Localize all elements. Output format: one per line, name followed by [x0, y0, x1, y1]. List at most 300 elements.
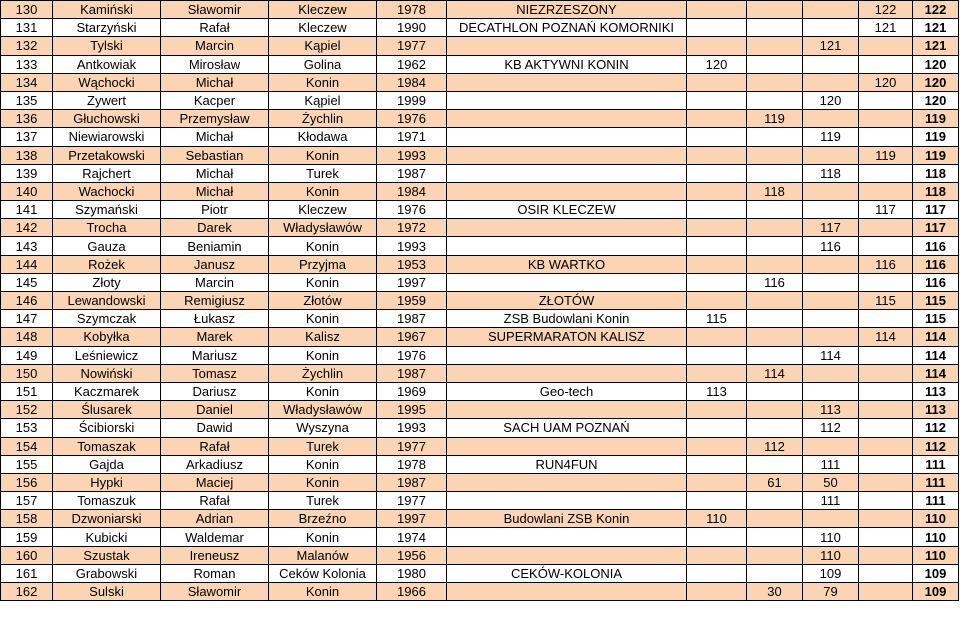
- cell-score-2: [747, 55, 803, 73]
- cell-first-name: Michał: [161, 128, 269, 146]
- cell-rank: 142: [1, 219, 53, 237]
- cell-birth-year: 1980: [377, 564, 447, 582]
- cell-total: 119: [913, 110, 959, 128]
- cell-score-4: 115: [859, 292, 913, 310]
- cell-score-4: [859, 564, 913, 582]
- table-row: [1, 328, 959, 346]
- cell-first-name: Tomasz: [161, 364, 269, 382]
- cell-surname: Starzyński: [53, 19, 161, 37]
- cell-score-2: [747, 546, 803, 564]
- cell-first-name: Piotr: [161, 201, 269, 219]
- cell-surname: Sulski: [53, 583, 161, 601]
- cell-city: Kleczew: [269, 201, 377, 219]
- cell-score-4: [859, 55, 913, 73]
- table-row: [1, 564, 959, 582]
- cell-rank: 152: [1, 401, 53, 419]
- cell-score-3: 50: [803, 473, 859, 491]
- cell-score-1: [687, 346, 747, 364]
- cell-total: 109: [913, 564, 959, 582]
- cell-rank: 153: [1, 419, 53, 437]
- cell-club: [447, 401, 687, 419]
- cell-score-2: [747, 237, 803, 255]
- cell-total: 117: [913, 219, 959, 237]
- cell-score-3: [803, 110, 859, 128]
- cell-rank: 162: [1, 583, 53, 601]
- cell-birth-year: 1962: [377, 55, 447, 73]
- cell-city: Wyszyna: [269, 419, 377, 437]
- cell-score-1: [687, 73, 747, 91]
- cell-score-3: [803, 328, 859, 346]
- cell-score-3: 111: [803, 455, 859, 473]
- cell-surname: Dzwoniarski: [53, 510, 161, 528]
- cell-score-4: [859, 182, 913, 200]
- cell-birth-year: 1987: [377, 364, 447, 382]
- cell-score-1: [687, 473, 747, 491]
- table-row: [1, 182, 959, 200]
- cell-club: KB WARTKO: [447, 255, 687, 273]
- cell-score-1: [687, 437, 747, 455]
- cell-birth-year: 1984: [377, 182, 447, 200]
- table-row: [1, 55, 959, 73]
- cell-first-name: Janusz: [161, 255, 269, 273]
- cell-score-2: [747, 528, 803, 546]
- cell-score-1: [687, 19, 747, 37]
- cell-total: 111: [913, 492, 959, 510]
- cell-total: 116: [913, 255, 959, 273]
- cell-city: Ceków Kolonia: [269, 564, 377, 582]
- cell-score-1: 113: [687, 382, 747, 400]
- table-row: [1, 473, 959, 491]
- cell-score-3: [803, 19, 859, 37]
- cell-birth-year: 1976: [377, 201, 447, 219]
- cell-score-1: [687, 419, 747, 437]
- cell-first-name: Michał: [161, 182, 269, 200]
- cell-surname: Kamiński: [53, 1, 161, 19]
- cell-score-3: [803, 273, 859, 291]
- cell-surname: Rożek: [53, 255, 161, 273]
- table-row: [1, 164, 959, 182]
- cell-birth-year: 1990: [377, 19, 447, 37]
- cell-surname: Tomaszuk: [53, 492, 161, 510]
- cell-club: [447, 110, 687, 128]
- cell-total: 109: [913, 583, 959, 601]
- cell-score-1: 120: [687, 55, 747, 73]
- cell-club: ZŁOTÓW: [447, 292, 687, 310]
- cell-birth-year: 1977: [377, 37, 447, 55]
- cell-score-3: [803, 437, 859, 455]
- cell-city: Konin: [269, 182, 377, 200]
- table-row: [1, 201, 959, 219]
- cell-first-name: Mirosław: [161, 55, 269, 73]
- cell-score-2: [747, 492, 803, 510]
- cell-city: Kąpiel: [269, 91, 377, 109]
- cell-city: Konin: [269, 455, 377, 473]
- cell-total: 110: [913, 546, 959, 564]
- cell-score-4: [859, 346, 913, 364]
- cell-score-3: 118: [803, 164, 859, 182]
- cell-score-4: [859, 91, 913, 109]
- cell-score-2: 30: [747, 583, 803, 601]
- cell-club: SUPERMARATON KALISZ: [447, 328, 687, 346]
- cell-rank: 140: [1, 182, 53, 200]
- table-row: [1, 364, 959, 382]
- cell-score-1: [687, 164, 747, 182]
- cell-club: SACH UAM POZNAŃ: [447, 419, 687, 437]
- cell-score-3: [803, 73, 859, 91]
- cell-rank: 130: [1, 1, 53, 19]
- cell-city: Kalisz: [269, 328, 377, 346]
- cell-rank: 138: [1, 146, 53, 164]
- cell-score-4: [859, 455, 913, 473]
- cell-city: Władysławów: [269, 401, 377, 419]
- cell-birth-year: 1978: [377, 455, 447, 473]
- cell-city: Brzeźno: [269, 510, 377, 528]
- cell-surname: Ścibiorski: [53, 419, 161, 437]
- cell-first-name: Adrian: [161, 510, 269, 528]
- cell-rank: 143: [1, 237, 53, 255]
- cell-club: [447, 164, 687, 182]
- cell-score-2: [747, 455, 803, 473]
- cell-club: [447, 146, 687, 164]
- cell-total: 110: [913, 510, 959, 528]
- cell-score-3: [803, 182, 859, 200]
- cell-rank: 147: [1, 310, 53, 328]
- cell-total: 114: [913, 346, 959, 364]
- table-row: [1, 510, 959, 528]
- cell-total: 121: [913, 19, 959, 37]
- cell-score-4: [859, 364, 913, 382]
- cell-birth-year: 1997: [377, 273, 447, 291]
- cell-score-3: [803, 292, 859, 310]
- table-row: [1, 19, 959, 37]
- cell-city: Turek: [269, 437, 377, 455]
- cell-score-3: 111: [803, 492, 859, 510]
- cell-rank: 160: [1, 546, 53, 564]
- cell-club: [447, 546, 687, 564]
- cell-score-1: [687, 128, 747, 146]
- cell-score-2: [747, 382, 803, 400]
- cell-score-4: [859, 437, 913, 455]
- cell-rank: 158: [1, 510, 53, 528]
- cell-score-1: [687, 528, 747, 546]
- cell-surname: Trocha: [53, 219, 161, 237]
- cell-rank: 131: [1, 19, 53, 37]
- cell-city: Konin: [269, 310, 377, 328]
- results-body: [1, 1, 959, 601]
- cell-surname: Złoty: [53, 273, 161, 291]
- cell-city: Konin: [269, 583, 377, 601]
- cell-birth-year: 1977: [377, 437, 447, 455]
- cell-score-1: [687, 37, 747, 55]
- cell-birth-year: 1959: [377, 292, 447, 310]
- cell-rank: 148: [1, 328, 53, 346]
- cell-score-3: 110: [803, 528, 859, 546]
- cell-birth-year: 1967: [377, 328, 447, 346]
- cell-score-2: [747, 73, 803, 91]
- cell-surname: Kaczmarek: [53, 382, 161, 400]
- cell-city: Kłodawa: [269, 128, 377, 146]
- cell-score-1: [687, 91, 747, 109]
- cell-first-name: Sławomir: [161, 583, 269, 601]
- cell-first-name: Remigiusz: [161, 292, 269, 310]
- cell-birth-year: 1997: [377, 510, 447, 528]
- cell-birth-year: 1966: [377, 583, 447, 601]
- cell-total: 113: [913, 382, 959, 400]
- cell-city: Kleczew: [269, 19, 377, 37]
- cell-surname: Kobyłka: [53, 328, 161, 346]
- table-row: [1, 255, 959, 273]
- table-row: [1, 91, 959, 109]
- cell-score-4: 122: [859, 1, 913, 19]
- table-row: [1, 437, 959, 455]
- cell-score-3: 113: [803, 401, 859, 419]
- cell-score-3: 116: [803, 237, 859, 255]
- cell-surname: Wąchocki: [53, 73, 161, 91]
- cell-score-1: [687, 255, 747, 273]
- cell-score-3: 112: [803, 419, 859, 437]
- cell-first-name: Michał: [161, 73, 269, 91]
- cell-first-name: Rafał: [161, 492, 269, 510]
- cell-total: 110: [913, 528, 959, 546]
- cell-score-1: [687, 401, 747, 419]
- cell-rank: 133: [1, 55, 53, 73]
- cell-total: 120: [913, 91, 959, 109]
- cell-score-3: 121: [803, 37, 859, 55]
- cell-score-3: [803, 1, 859, 19]
- cell-score-3: 110: [803, 546, 859, 564]
- cell-score-2: [747, 346, 803, 364]
- cell-rank: 137: [1, 128, 53, 146]
- cell-club: [447, 73, 687, 91]
- cell-rank: 161: [1, 564, 53, 582]
- cell-club: CEKÓW-KOLONIA: [447, 564, 687, 582]
- cell-first-name: Mariusz: [161, 346, 269, 364]
- cell-score-3: 120: [803, 91, 859, 109]
- cell-total: 118: [913, 182, 959, 200]
- cell-club: Geo-tech: [447, 382, 687, 400]
- cell-score-3: [803, 146, 859, 164]
- cell-city: Złotów: [269, 292, 377, 310]
- cell-surname: Nowiński: [53, 364, 161, 382]
- cell-club: [447, 219, 687, 237]
- cell-first-name: Kacper: [161, 91, 269, 109]
- cell-score-1: [687, 201, 747, 219]
- cell-city: Konin: [269, 346, 377, 364]
- cell-rank: 155: [1, 455, 53, 473]
- table-row: [1, 292, 959, 310]
- cell-score-1: [687, 273, 747, 291]
- cell-club: [447, 128, 687, 146]
- cell-score-4: [859, 128, 913, 146]
- cell-rank: 139: [1, 164, 53, 182]
- cell-score-4: [859, 528, 913, 546]
- cell-first-name: Rafał: [161, 437, 269, 455]
- cell-score-2: [747, 37, 803, 55]
- cell-score-3: [803, 364, 859, 382]
- cell-first-name: Sławomir: [161, 1, 269, 19]
- cell-first-name: Michał: [161, 164, 269, 182]
- cell-club: [447, 91, 687, 109]
- cell-city: Konin: [269, 73, 377, 91]
- cell-surname: Hypki: [53, 473, 161, 491]
- cell-rank: 149: [1, 346, 53, 364]
- cell-city: Żychlin: [269, 110, 377, 128]
- cell-total: 119: [913, 146, 959, 164]
- cell-total: 111: [913, 455, 959, 473]
- cell-birth-year: 1953: [377, 255, 447, 273]
- cell-score-4: 120: [859, 73, 913, 91]
- cell-club: [447, 364, 687, 382]
- cell-birth-year: 1987: [377, 310, 447, 328]
- cell-birth-year: 1976: [377, 110, 447, 128]
- cell-birth-year: 1987: [377, 473, 447, 491]
- cell-score-4: [859, 510, 913, 528]
- cell-score-1: [687, 455, 747, 473]
- cell-club: [447, 237, 687, 255]
- cell-score-2: [747, 164, 803, 182]
- cell-surname: Tomaszak: [53, 437, 161, 455]
- cell-rank: 157: [1, 492, 53, 510]
- cell-score-3: 114: [803, 346, 859, 364]
- cell-score-4: [859, 401, 913, 419]
- cell-city: Władysławów: [269, 219, 377, 237]
- cell-total: 112: [913, 419, 959, 437]
- cell-birth-year: 1972: [377, 219, 447, 237]
- cell-city: Konin: [269, 273, 377, 291]
- cell-birth-year: 1987: [377, 164, 447, 182]
- cell-club: [447, 583, 687, 601]
- cell-birth-year: 1993: [377, 146, 447, 164]
- cell-total: 118: [913, 164, 959, 182]
- cell-city: Konin: [269, 237, 377, 255]
- cell-score-2: 112: [747, 437, 803, 455]
- cell-score-3: 79: [803, 583, 859, 601]
- cell-first-name: Sebastian: [161, 146, 269, 164]
- cell-score-3: 119: [803, 128, 859, 146]
- cell-first-name: Marcin: [161, 37, 269, 55]
- cell-club: [447, 37, 687, 55]
- cell-first-name: Beniamin: [161, 237, 269, 255]
- cell-surname: Głuchowski: [53, 110, 161, 128]
- cell-score-4: [859, 492, 913, 510]
- table-row: [1, 219, 959, 237]
- cell-club: DECATHLON POZNAŃ KOMORNIKI: [447, 19, 687, 37]
- cell-score-4: 114: [859, 328, 913, 346]
- cell-score-2: [747, 128, 803, 146]
- cell-score-4: 116: [859, 255, 913, 273]
- cell-score-4: [859, 382, 913, 400]
- cell-first-name: Maciej: [161, 473, 269, 491]
- cell-birth-year: 1984: [377, 73, 447, 91]
- cell-score-1: 110: [687, 510, 747, 528]
- table-row: [1, 419, 959, 437]
- table-row: [1, 273, 959, 291]
- cell-birth-year: 1993: [377, 237, 447, 255]
- cell-city: Malanów: [269, 546, 377, 564]
- cell-surname: Niewiarowski: [53, 128, 161, 146]
- cell-total: 115: [913, 292, 959, 310]
- cell-score-2: [747, 419, 803, 437]
- cell-score-2: [747, 19, 803, 37]
- cell-score-2: [747, 201, 803, 219]
- cell-score-2: [747, 91, 803, 109]
- cell-surname: Rajchert: [53, 164, 161, 182]
- cell-score-4: [859, 164, 913, 182]
- cell-score-3: [803, 55, 859, 73]
- table-row: [1, 382, 959, 400]
- cell-surname: Szymański: [53, 201, 161, 219]
- cell-club: [447, 182, 687, 200]
- cell-score-1: [687, 146, 747, 164]
- cell-first-name: Przemysław: [161, 110, 269, 128]
- cell-club: ZSB Budowlani Konin: [447, 310, 687, 328]
- cell-score-4: [859, 310, 913, 328]
- table-row: [1, 37, 959, 55]
- cell-score-1: [687, 492, 747, 510]
- cell-score-2: [747, 255, 803, 273]
- cell-surname: Leśniewicz: [53, 346, 161, 364]
- cell-score-2: [747, 219, 803, 237]
- cell-score-2: [747, 401, 803, 419]
- cell-score-2: 118: [747, 182, 803, 200]
- cell-rank: 146: [1, 292, 53, 310]
- cell-total: 116: [913, 273, 959, 291]
- cell-total: 113: [913, 401, 959, 419]
- cell-rank: 136: [1, 110, 53, 128]
- cell-birth-year: 1995: [377, 401, 447, 419]
- cell-score-1: [687, 364, 747, 382]
- cell-score-3: 117: [803, 219, 859, 237]
- cell-score-2: 114: [747, 364, 803, 382]
- cell-city: Kąpiel: [269, 37, 377, 55]
- cell-birth-year: 1956: [377, 546, 447, 564]
- cell-surname: Gauza: [53, 237, 161, 255]
- cell-surname: Szymczak: [53, 310, 161, 328]
- cell-first-name: Daniel: [161, 401, 269, 419]
- cell-first-name: Dawid: [161, 419, 269, 437]
- cell-score-4: [859, 583, 913, 601]
- cell-birth-year: 1978: [377, 1, 447, 19]
- cell-rank: 132: [1, 37, 53, 55]
- cell-score-1: [687, 110, 747, 128]
- cell-total: 116: [913, 237, 959, 255]
- cell-birth-year: 1993: [377, 419, 447, 437]
- table-row: [1, 310, 959, 328]
- cell-score-4: [859, 110, 913, 128]
- cell-rank: 141: [1, 201, 53, 219]
- table-row: [1, 455, 959, 473]
- cell-score-1: 115: [687, 310, 747, 328]
- cell-city: Konin: [269, 382, 377, 400]
- cell-total: 119: [913, 128, 959, 146]
- cell-score-2: [747, 292, 803, 310]
- table-row: [1, 110, 959, 128]
- cell-surname: Zywert: [53, 91, 161, 109]
- cell-score-2: [747, 146, 803, 164]
- cell-total: 122: [913, 1, 959, 19]
- cell-city: Turek: [269, 492, 377, 510]
- cell-score-4: [859, 37, 913, 55]
- cell-birth-year: 1976: [377, 346, 447, 364]
- cell-first-name: Roman: [161, 564, 269, 582]
- cell-total: 114: [913, 364, 959, 382]
- cell-surname: Przetakowski: [53, 146, 161, 164]
- cell-total: 115: [913, 310, 959, 328]
- cell-city: Przyjma: [269, 255, 377, 273]
- cell-city: Turek: [269, 164, 377, 182]
- cell-score-2: [747, 310, 803, 328]
- cell-birth-year: 1971: [377, 128, 447, 146]
